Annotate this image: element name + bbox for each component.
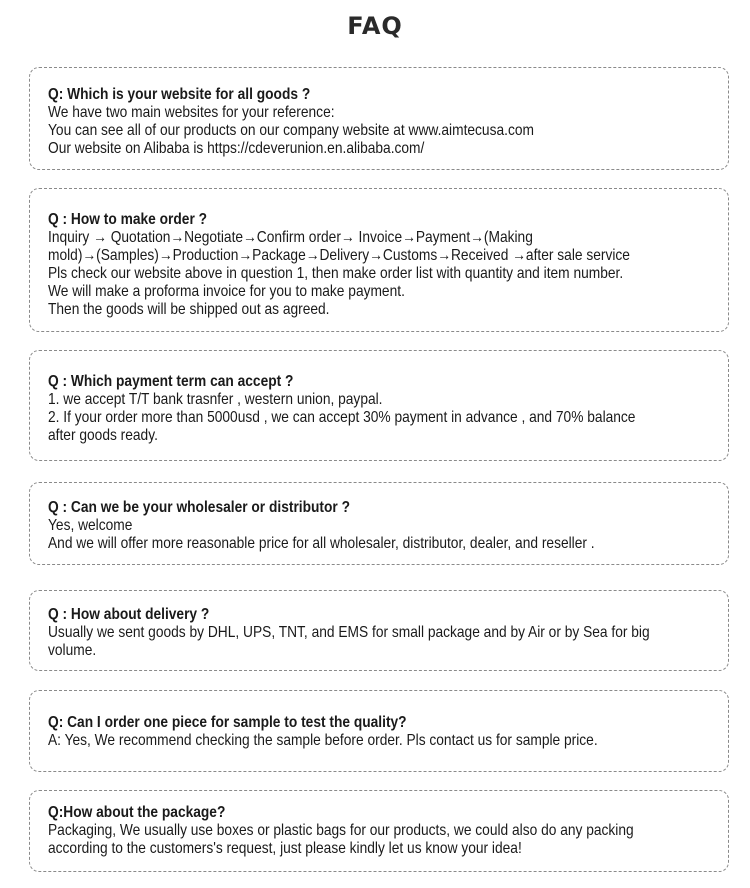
faq-answer-line: Packaging, We usually use boxes or plastic bags for our products, we could also do any packing (48, 822, 634, 839)
faq-answer-line: Yes, welcome (48, 517, 133, 534)
faq-answer-line: 2. If your order more than 5000usd , we can accept 30% payment in advance , and 70% balance (48, 409, 636, 426)
page-title: FAQ (347, 12, 403, 40)
faq-question: Q : How to make order ? (48, 211, 208, 228)
faq-answer-line: Our website on Alibaba is https://cdeverunion.en.alibaba.com/ (48, 140, 425, 157)
faq-answer-line: We will make a proforma invoice for you to make payment. (48, 283, 405, 300)
faq-item-wholesaler (29, 482, 729, 565)
faq-item-website (29, 67, 729, 170)
faq-item-delivery (29, 590, 729, 671)
faq-answer-line: according to the customers's request, just please kindly let us know your idea! (48, 840, 522, 857)
faq-answer-line: Then the goods will be shipped out as agreed. (48, 301, 330, 318)
faq-answer-line: A: Yes, We recommend checking the sample before order. Pls contact us for sample price. (48, 732, 598, 749)
faq-answer-line: 1. we accept T/T bank trasnfer , western union, paypal. (48, 391, 383, 408)
faq-answer-line: after goods ready. (48, 427, 158, 444)
faq-question: Q:How about the package? (48, 804, 226, 821)
faq-question: Q : Which payment term can accept ? (48, 373, 294, 390)
faq-answer-line: Inquiry → Quotation→Negotiate→Confirm order→ Invoice→Payment→(Making (48, 229, 533, 246)
faq-question: Q: Which is your website for all goods ? (48, 86, 311, 103)
faq-item-order (29, 188, 729, 332)
faq-item-payment (29, 350, 729, 461)
faq-answer-line: We have two main websites for your reference: (48, 104, 335, 121)
faq-answer-line: Usually we sent goods by DHL, UPS, TNT, and EMS for small package and by Air or by Sea for big (48, 624, 650, 641)
faq-question: Q : Can we be your wholesaler or distributor ? (48, 499, 351, 516)
faq-answer-line: mold)→(Samples)→Production→Package→Delivery→Customs→Received →after sale service (48, 247, 630, 264)
faq-answer-line: You can see all of our products on our company website at www.aimtecusa.com (48, 122, 534, 139)
faq-item-sample (29, 690, 729, 772)
faq-answer-line: Pls check our website above in question 1, then make order list with quantity and item number. (48, 265, 624, 282)
faq-answer-line: And we will offer more reasonable price for all wholesaler, distributor, dealer, and reseller . (48, 535, 595, 552)
faq-question: Q: Can I order one piece for sample to test the quality? (48, 714, 407, 731)
faq-item-package (29, 790, 729, 872)
faq-question: Q : How about delivery ? (48, 606, 210, 623)
faq-answer-line: volume. (48, 642, 97, 659)
